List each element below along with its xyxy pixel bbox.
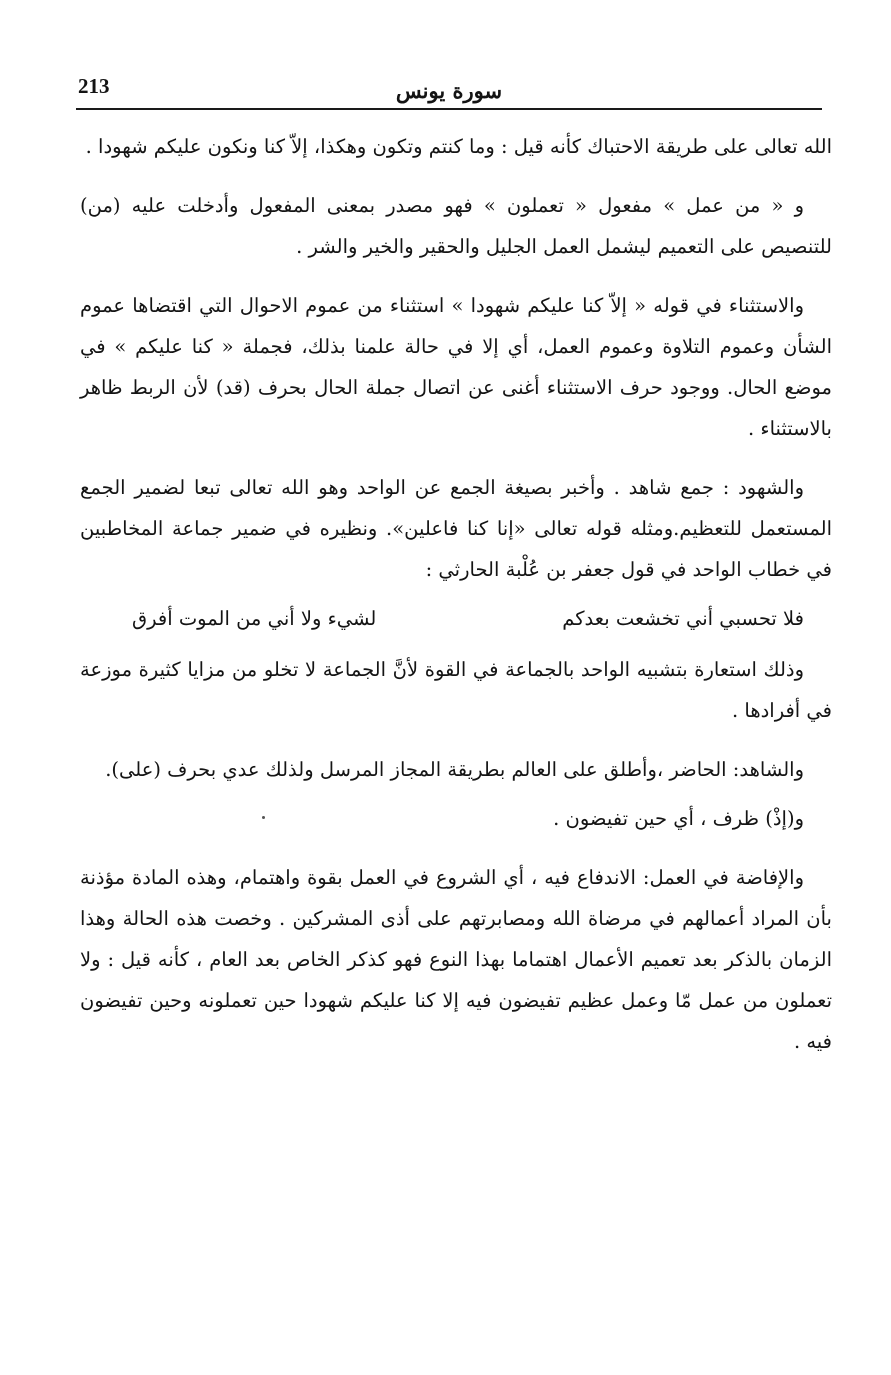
paragraph: الله تعالى على طريقة الاحتباك كأنه قيل : وما كنتم وتكون وهكذا، إلاّ كنا ونكون عليكم شهودا . bbox=[85, 135, 832, 158]
paragraph: والشاهد: الحاضر ،وأطلق على العالم بطريقة المجاز المرسل ولذلك عدي بحرف (على). bbox=[105, 758, 804, 781]
page-body bbox=[80, 126, 832, 1062]
poetry-verse bbox=[80, 598, 832, 639]
running-title: سورة يونس bbox=[395, 78, 503, 103]
header-rule bbox=[76, 108, 822, 110]
page-header bbox=[76, 74, 822, 108]
paragraph-gap bbox=[80, 449, 832, 467]
paragraph: والإفاضة في العمل: الاندفاع فيه ، أي الشروع في العمل بقوة واهتمام، وهذه المادة مؤذنة بأن المراد أعمالهم في مرضاة الله ومصابرتهم على أذى المشركين . وخصت هذه الحالة وهذا الزمان بالذكر بعد تعميم الأعمال اهتماما بهذا النوع فهو كذكر الخاص بعد العام ، كأنه قيل : ولا تعملون من عمل مّا وعمل عظيم تفيضون فيه إلا كنا عليكم شهودا حين تعملونه وحين تفيضون فيه . bbox=[80, 866, 832, 1053]
scan-speck bbox=[262, 816, 265, 819]
paragraph-gap bbox=[80, 267, 832, 285]
paragraph: والاستثناء في قوله « إلاّ كنا عليكم شهودا » استثناء من عموم الاحوال التي اقتضاها عموم الشأن وعموم التلاوة وعموم العمل، أي إلا في حالة علمنا بذلك، فجملة « كنا عليكم » في موضع الحال. ووجود حرف الاستثناء أغنى عن اتصال جملة الحال بحرف (قد) لأن الربط ظاهر بالاستثناء . bbox=[80, 294, 832, 440]
paragraph: وذلك استعارة بتشبيه الواحد بالجماعة في القوة لأنَّ الجماعة لا تخلو من مزايا كثيرة موزعة في أفرادها . bbox=[80, 658, 832, 722]
paragraph-gap bbox=[80, 731, 832, 749]
paragraph: و(إذْ) ظرف ، أي حين تفيضون . bbox=[553, 807, 804, 830]
paragraph: والشهود : جمع شاهد . وأخبر بصيغة الجمع عن الواحد وهو الله تعالى تبعا لضمير الجمع المستعمل للتعظيم.ومثله قوله تعالى «إنا كنا فاعلين». ونظيره في ضمير جماعة المخاطبين في خطاب الواحد في قول جعفر بن عُلْبة الحارثي : bbox=[80, 476, 832, 581]
verse-hemistich-first: فلا تحسبي أني تخشعت بعدكم bbox=[562, 607, 804, 630]
paragraph: و « من عمل » مفعول « تعملون » فهو مصدر بمعنى المفعول وأدخلت عليه (من) للتنصيص على التعميم ليشمل العمل الجليل والحقير والخير والشر . bbox=[80, 194, 832, 258]
paragraph-gap bbox=[80, 167, 832, 185]
paragraph-gap bbox=[80, 839, 832, 857]
verse-hemistich-second: لشيء ولا أني من الموت أفرق bbox=[132, 607, 377, 630]
page-number: 213 bbox=[78, 74, 110, 98]
paragraph-gap bbox=[80, 790, 832, 798]
